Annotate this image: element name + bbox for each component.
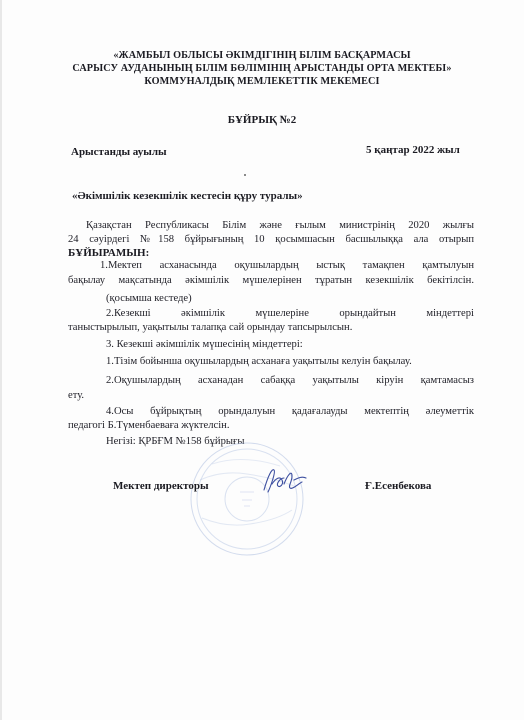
item-3-2-line-2: ету. xyxy=(68,390,85,401)
header-line-2: САРЫСУ АУДАНЫНЫҢ БІЛІМ БӨЛІМІНІҢ АРЫСТАНДЫ ОРТА МЕКТЕБІ» xyxy=(72,63,452,74)
scan-speck xyxy=(244,174,246,176)
date: 5 қаңтар 2022 жыл xyxy=(366,144,460,156)
intro-line-2: 24 сәуірдегі №158 бұйрығының 10 қосымшасын басшылыққа ала отырып xyxy=(68,234,474,245)
director-role: Мектеп директоры xyxy=(113,480,209,492)
director-name: Ғ.Есенбекова xyxy=(365,480,432,492)
item-3: 3. Кезекші әкімшілік мүшесінің міндеттері: xyxy=(106,339,303,350)
subject: «Әкімшілік кезекшілік кестесін құру туралы» xyxy=(72,190,303,202)
header-line-3: КОММУНАЛДЫҚ МЕМЛЕКЕТТІК МЕКЕМЕСІ xyxy=(144,76,380,87)
intro-line-1: Қазақстан Республикасы Білім және ғылым министрінің 2020 жылғы xyxy=(86,220,474,231)
signature-image xyxy=(258,462,310,500)
decree-word: БҰЙЫРАМЫН: xyxy=(68,247,150,259)
item-4-line-2: педагогі Б.Түменбаеваға жүктелсін. xyxy=(68,420,230,431)
order-title: БҰЙРЫҚ №2 xyxy=(227,114,297,126)
item-2-line-2: таныстырылып, уақытылы талапқа сай орындау тапсырылсын. xyxy=(68,322,353,333)
item-1-line-1: 1.Мектеп асханасында оқушылардың ыстық тамақпен қамтылуын xyxy=(100,260,474,271)
item-3-1: 1.Тізім бойынша оқушылардың асханаға уақытылы келуін бақылау. xyxy=(106,356,412,367)
scan-edge xyxy=(0,0,2,720)
item-2-line-1: 2.Кезекші әкімшілік мүшелеріне орындайтын міндеттері xyxy=(106,308,474,319)
place: Арыстанды ауылы xyxy=(71,146,167,158)
header-line-1: «ЖАМБЫЛ ОБЛЫСЫ ӘКІМДІГІНІҢ БІЛІМ БАСҚАРМАСЫ xyxy=(113,50,411,61)
item-3-2-line-1: 2.Оқушылардың асханадан сабаққа уақытылы кіруін қамтамасыз xyxy=(106,375,474,386)
item-1-note: (қосымша кестеде) xyxy=(106,293,192,304)
item-4-line-1: 4.Осы бұйрықтың орындалуын қадағалауды мектептің әлеуметтік xyxy=(106,406,474,417)
item-1-line-2: бақылау мақсатында әкімшілік мүшелерінен тұратын кезекшілік бекітілсін. xyxy=(68,275,474,286)
basis: Негізі: ҚРБҒМ №158 бұйрығы xyxy=(106,436,245,447)
